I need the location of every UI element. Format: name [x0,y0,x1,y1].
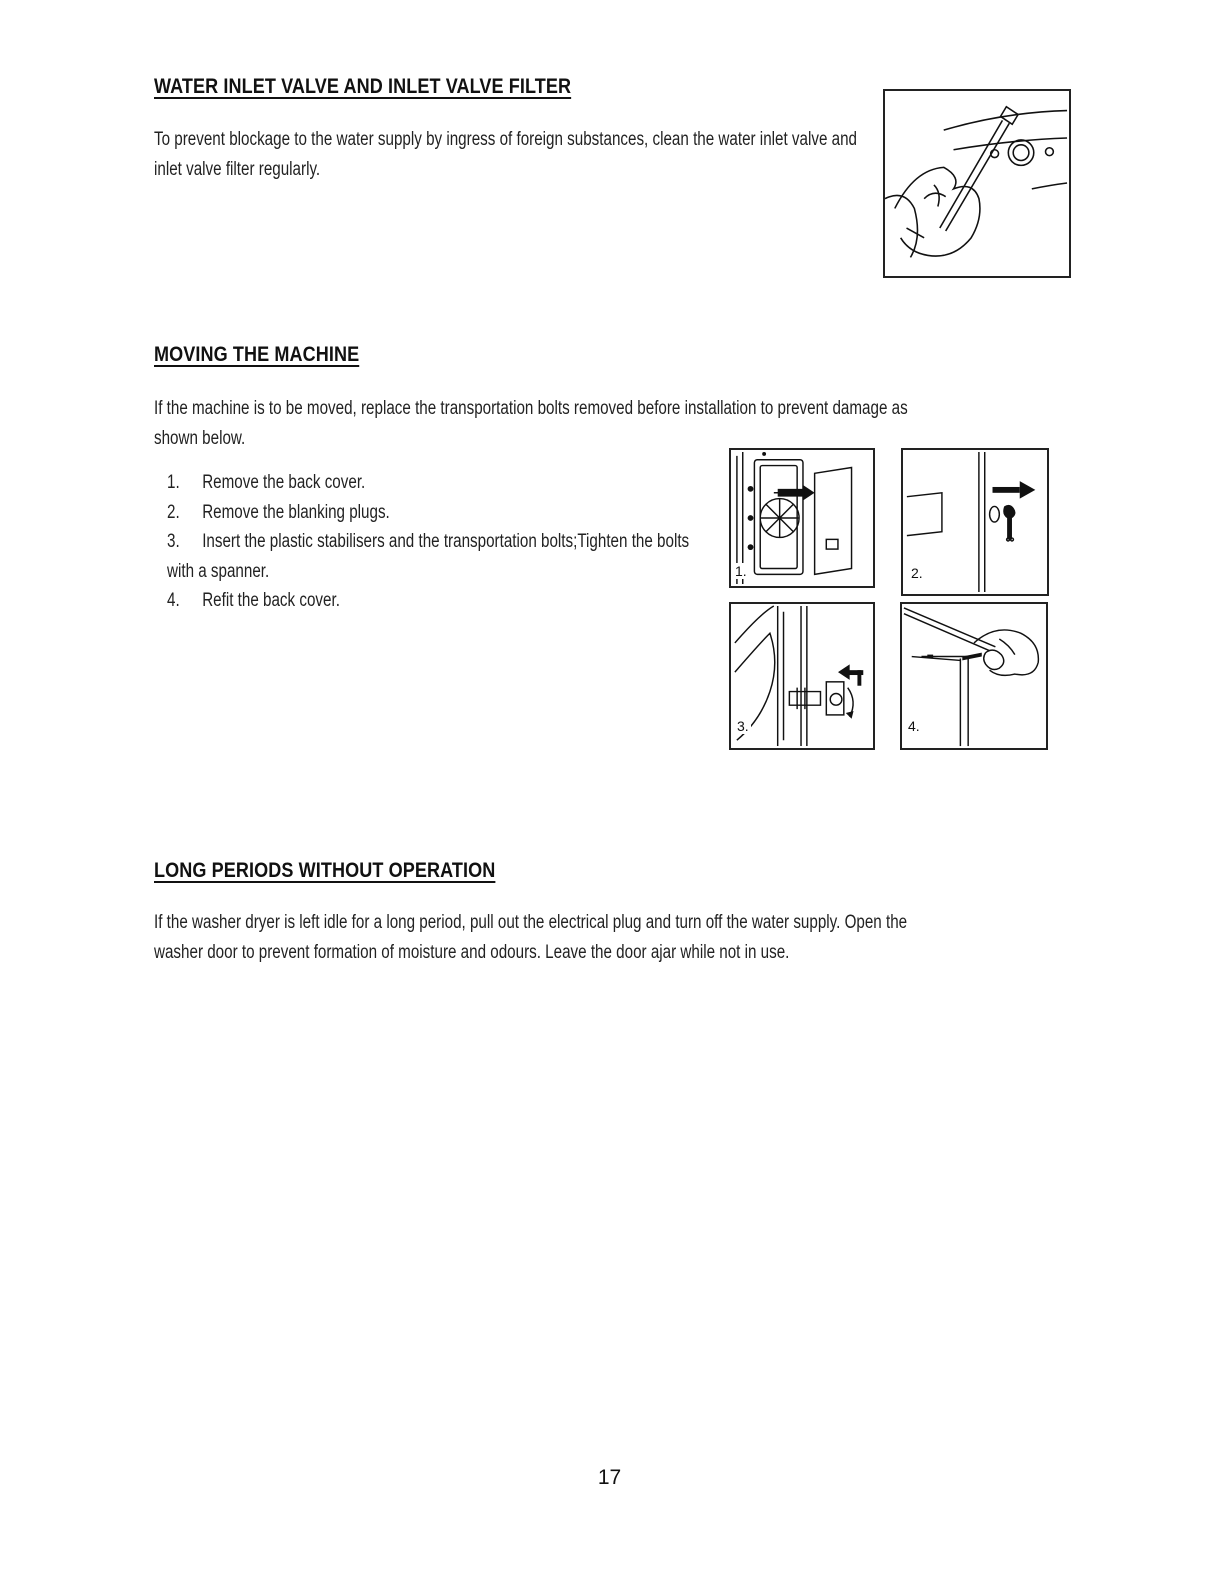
list-item: 4. Refit the back cover. [167,590,340,611]
list-item: 2. Remove the blanking plugs. [167,501,390,523]
figure-label-2: 2. [911,565,923,581]
step-3-insert-bolts-illustration [729,602,875,750]
list-item: 1. Remove the back cover. [167,472,366,493]
list-item: 3. Insert the plastic stabilisers and the transportation bolts;Tighten the bolts with a spanner. [167,531,690,582]
inlet-valve-paragraph: To prevent blockage to the water supply by ingress of foreign substances, clean the water inlet valve and inlet valve filter regularly. [154,129,857,180]
section-heading-inlet-valve: WATER INLET VALVE AND INLET VALVE FILTER [154,75,572,98]
page-number: 17 [597,1466,622,1489]
inlet-valve-cleaning-illustration [883,89,1071,278]
figure-label-3: 3. [737,718,749,734]
section-heading-moving-machine: MOVING THE MACHINE [154,343,360,366]
long-periods-paragraph: If the washer dryer is left idle for a long period, pull out the electrical plug and turn off the water supply. Open the washer door to prevent formation of moisture and odours. Leave the door ajar while not in use. [154,912,908,963]
figure-label-1: 1. [735,563,747,579]
section-heading-long-periods: LONG PERIODS WITHOUT OPERATION [154,859,496,882]
moving-machine-paragraph: If the machine is to be moved, replace the transportation bolts removed before installation to prevent damage as shown below. [154,398,908,449]
toothbrush-cleaning-drawing [885,91,1069,276]
moving-steps-list [167,468,711,616]
figure-label-4: 4. [908,718,920,734]
step-1-remove-cover-illustration [729,448,875,588]
step-4-refit-cover-illustration [900,602,1048,750]
